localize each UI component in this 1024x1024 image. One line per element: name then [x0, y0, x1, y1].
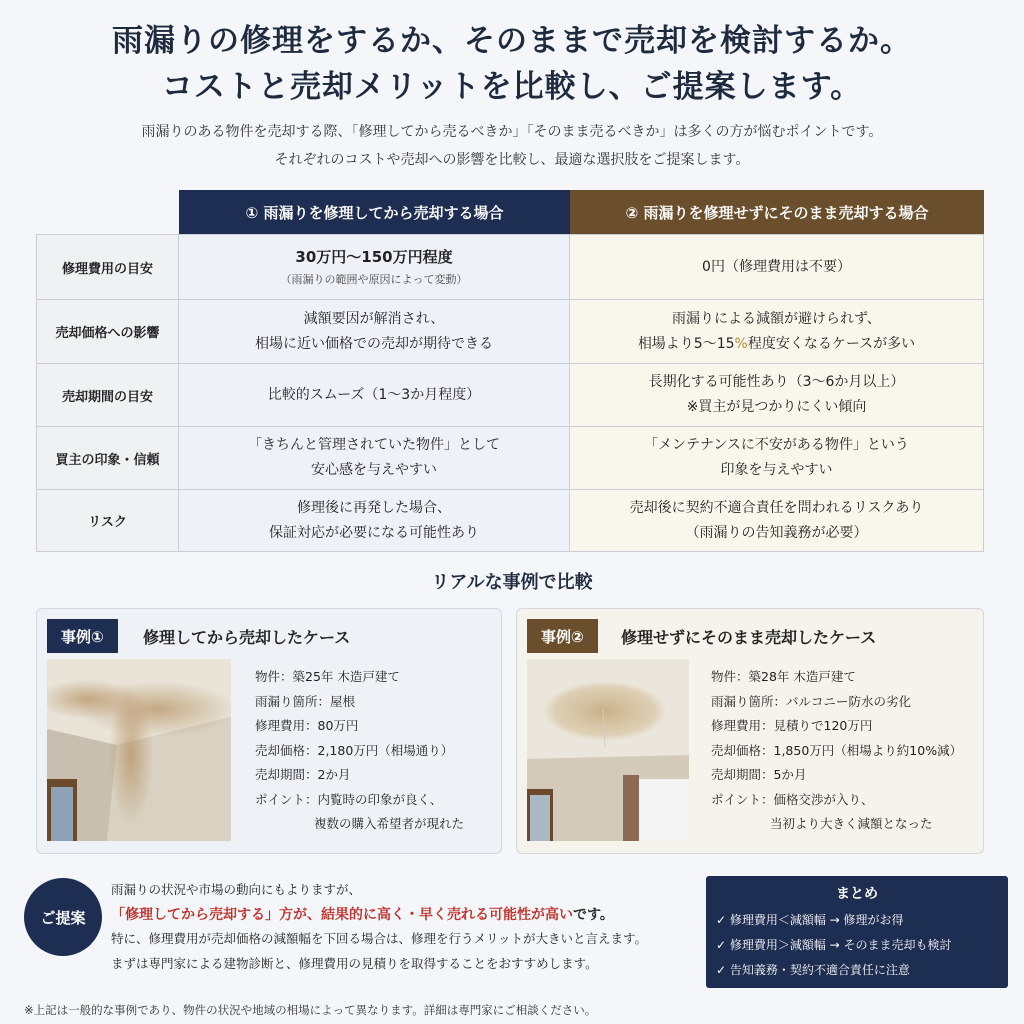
fact-item: 物件：築28年 木造戸建て: [711, 669, 856, 684]
title-line-2: コストと売却メリットを比較し、ご提案します。: [161, 69, 863, 105]
case-facts: [255, 665, 464, 837]
proposal-highlight-tail: です。: [573, 906, 614, 923]
table-row-sale-period: [37, 363, 983, 426]
fact-item: 売却価格：2,180万円（相場通り）: [255, 742, 454, 758]
proposal-line-2: [111, 903, 647, 928]
case-title: 修理せずにそのまま売却したケース: [621, 627, 877, 647]
comparison-body: [36, 234, 984, 552]
cell-text: 雨漏りによる減額が避けられず、: [672, 310, 881, 327]
fact-item: 修理費用：80万円: [255, 718, 359, 733]
cell-text-composite: [638, 332, 915, 357]
column-header-repair: ① 雨漏りを修理してから売却する場合: [179, 190, 570, 234]
column-header-as-is: ② 雨漏りを修理せずにそのまま売却する場合: [570, 190, 984, 234]
cost-note: （雨漏りの範囲や原因によって変動）: [280, 272, 468, 286]
summary-item: ✓ 修理費用＞減額幅 → そのまま売却も検討: [716, 938, 952, 952]
summary-item: ✓ 修理費用＜減額幅 → 修理がお得: [716, 913, 904, 927]
summary-title: まとめ: [836, 886, 878, 902]
title-line-1: 雨漏りの修理をするか、そのままで売却を検討するか。: [112, 23, 912, 59]
cell-text: （雨漏りの告知義務が必要）: [685, 524, 868, 541]
intro-text: [0, 118, 1024, 174]
case-facts: [711, 665, 962, 837]
cell-text: 相場に近い価格での売却が期待できる: [255, 335, 493, 352]
proposal-section: [24, 878, 704, 978]
fact-item: 物件：築25年 木造戸建て: [255, 669, 400, 684]
cell-text: 長期化する可能性あり（3〜6か月以上）: [648, 374, 905, 390]
table-row-buyer-impression: [37, 426, 983, 489]
proposal-highlight: 「修理してから売却する」方が、結果的に高く・早く売れる可能性が高い: [111, 906, 573, 923]
cell-as-is: [570, 364, 983, 426]
proposal-line-1: 雨漏りの状況や市場の動向にもよりますが、: [111, 882, 362, 897]
cell-text: 減額要因が解消され、: [303, 310, 445, 327]
case-card-repaired: [36, 608, 502, 854]
cell-repair: [179, 235, 570, 299]
cell-repair: [179, 364, 570, 426]
page-title: [0, 18, 1024, 110]
cell-repair: [179, 490, 570, 551]
proposal-line-4: まずは専門家による建物診断と、修理費用の見積りを取得することをおすすめします。: [111, 955, 598, 971]
intro-line-2: それぞれのコストや売却への影響を比較し、最適な選択肢をご提案します。: [274, 152, 750, 168]
cell-text: 保証対応が必要になる可能性あり: [269, 524, 479, 541]
fact-item: ポイント：内覧時の印象が良く、: [255, 791, 443, 807]
cell-text: 安心感を与えやすい: [311, 462, 437, 478]
summary-item: ✓ 告知義務・契約不適合責任に注意: [716, 963, 910, 977]
cell-repair: [179, 300, 570, 363]
row-label: 修理費用の目安: [37, 235, 179, 299]
table-row-risk: [37, 489, 983, 551]
proposal-text: [111, 878, 647, 976]
fact-item: 売却価格：1,850万円（相場より約10%減）: [711, 742, 963, 758]
footnote: ※上記は一般的な事例であり、物件の状況や地域の相場によって異なります。詳細は専門家にご相談ください。: [24, 1003, 597, 1017]
fact-item-continued: 複数の購入希望者が現れた: [314, 816, 465, 831]
fact-item: 売却期間：5か月: [711, 767, 807, 782]
cell-text: ※買主が見つかりにくい傾向: [686, 399, 867, 415]
fact-item-continued: 当初より大きく減額となった: [770, 816, 933, 831]
fact-item: ポイント：価格交渉が入り、: [711, 791, 874, 807]
cases-section-title: リアルな事例で比較: [431, 572, 593, 593]
cell-text: 「メンテナンスに不安がある物件」という: [644, 437, 909, 453]
table-row-price-impact: [37, 299, 983, 363]
text-part: 程度安くなるケースが多い: [747, 335, 916, 352]
fact-item: 売却期間：2か月: [255, 767, 351, 782]
cell-text: 0円（修理費用は不要）: [702, 258, 851, 275]
fact-item: 雨漏り箇所：屋根: [255, 693, 356, 709]
cell-as-is: [570, 427, 983, 489]
intro-line-1: 雨漏りのある物件を売却する際、「修理してから売るべきか」「そのまま売るべきか」は多くの方が悩むポイントです。: [141, 124, 883, 140]
case-title: 修理してから売却したケース: [143, 627, 351, 647]
case-badge: 事例②: [527, 619, 598, 653]
cost-range: 30万円〜150万円程度: [295, 247, 453, 266]
row-label: 売却価格への影響: [37, 300, 179, 363]
table-row-repair-cost: [37, 235, 983, 299]
proposal-line-3: 特に、修理費用が売却価格の減額幅を下回る場合は、修理を行うメリットが大きいと言えます。: [111, 931, 648, 946]
row-label: 買主の印象・信頼: [37, 427, 179, 489]
percent-sign: %: [734, 335, 748, 352]
summary-box: [706, 876, 1008, 988]
comparison-table: [36, 190, 984, 552]
cell-text: 「きちんと管理されていた物件」として: [248, 437, 500, 453]
cell-text: 印象を与えやすい: [720, 462, 833, 478]
case-card-as-is: [516, 608, 984, 854]
cell-text: 修理後に再発した場合、: [297, 499, 451, 516]
case-badge: 事例①: [47, 619, 118, 653]
cell-as-is: [570, 235, 983, 299]
row-label: リスク: [37, 490, 179, 551]
header-blank: [36, 190, 179, 234]
ceiling-stain-photo: [47, 659, 231, 841]
cell-as-is: [570, 490, 983, 551]
row-label: 売却期間の目安: [37, 364, 179, 426]
summary-list: [706, 908, 1008, 983]
cell-repair: [179, 427, 570, 489]
ceiling-stain-photo: [527, 659, 689, 841]
proposal-badge: ご提案: [24, 878, 102, 956]
comparison-header: [36, 190, 984, 234]
cell-text: 売却後に契約不適合責任を問われるリスクあり: [629, 499, 924, 516]
text-part: 相場より5〜15: [637, 335, 735, 352]
fact-item: 雨漏り箇所：バルコニー防水の劣化: [711, 693, 912, 709]
cell-text: 比較的スムーズ（1〜3か月程度）: [267, 386, 481, 403]
fact-item: 修理費用：見積りで120万円: [711, 718, 873, 733]
cell-as-is: [570, 300, 983, 363]
